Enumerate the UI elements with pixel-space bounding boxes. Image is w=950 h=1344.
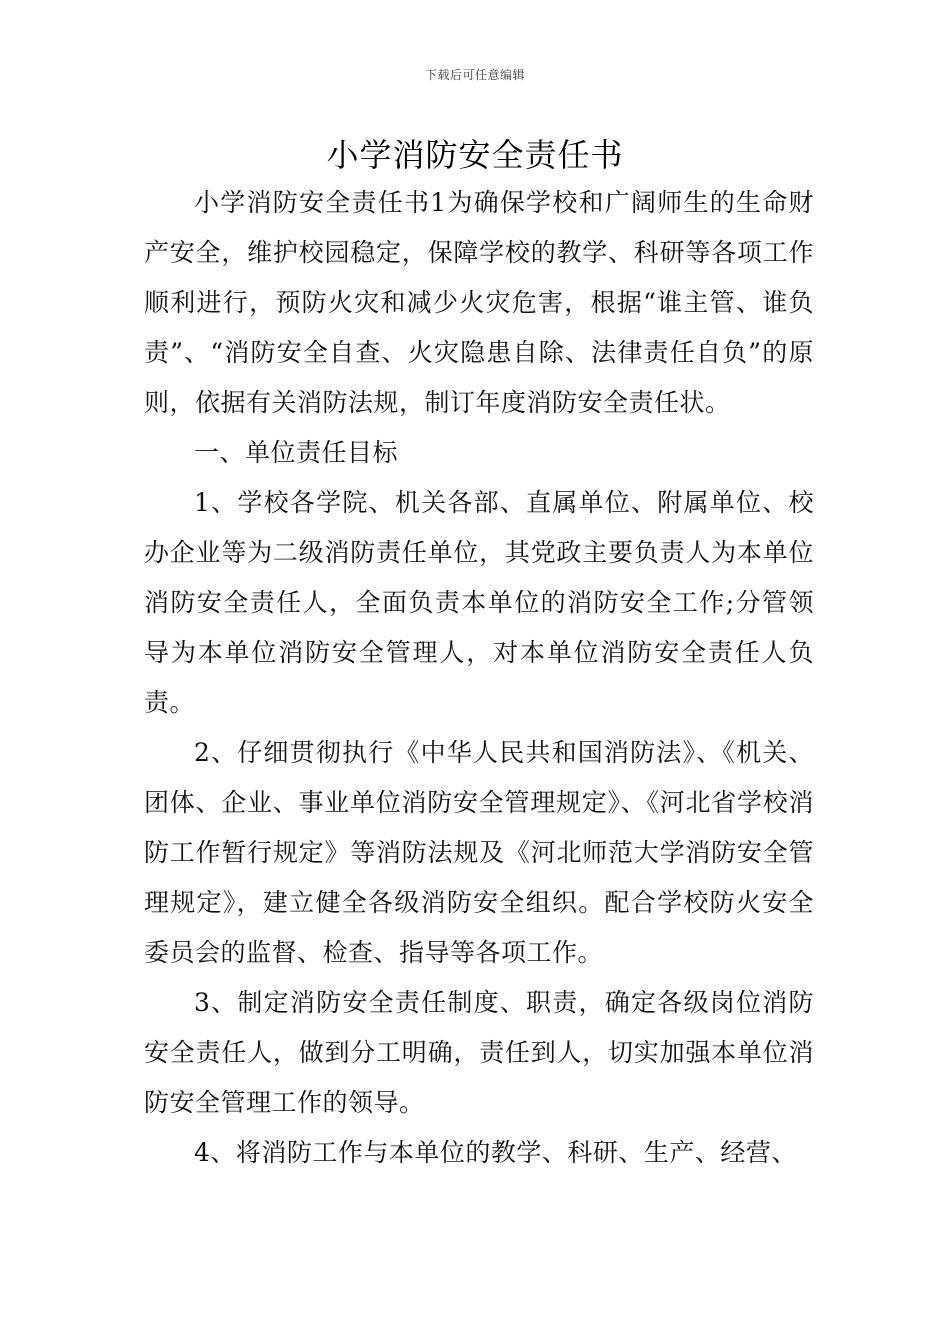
document-title: 小学消防安全责任书 [326,136,624,174]
document-body [144,178,814,1178]
paragraph-item-1: 1、学校各学院、机关各部、直属单位、附属单位、校办企业等为二级消防责任单位，其党政主要负责人为本单位消防安全责任人，全面负责本单位的消防安全工作;分管领导为本单位消防安全管理人，对本单位消防安全责任人负责。 [144,488,814,717]
header-note: 下载后可任意编辑 [424,68,525,82]
paragraph-item-3: 3、制定消防安全责任制度、职责，确定各级岗位消防安全责任人，做到分工明确，责任到人，切实加强本单位消防安全管理工作的领导。 [144,988,814,1117]
paragraph-intro: 小学消防安全责任书1为确保学校和广阔师生的生命财产安全，维护校园稳定，保障学校的教学、科研等各项工作顺利进行，预防火灾和减少火灾危害，根据“谁主管、谁负责”、“消防安全自查、火灾隐患自除、法律责任自负”的原则，依据有关消防法规，制订年度消防安全责任状。 [144,188,814,417]
paragraph-item-2: 2、仔细贯彻执行《中华人民共和国消防法》、《机关、团体、企业、事业单位消防安全管理规定》、《河北省学校消防工作暂行规定》等消防法规及《河北师范大学消防安全管理规定》，建立健全各级消防安全组织。配合学校防火安全委员会的监督、检查、指导等各项工作。 [144,738,814,967]
section-heading-unit-goals: 一、单位责任目标 [194,438,399,467]
paragraph-item-4: 4、将消防工作与本单位的教学、科研、生产、经营、 [194,1138,797,1167]
